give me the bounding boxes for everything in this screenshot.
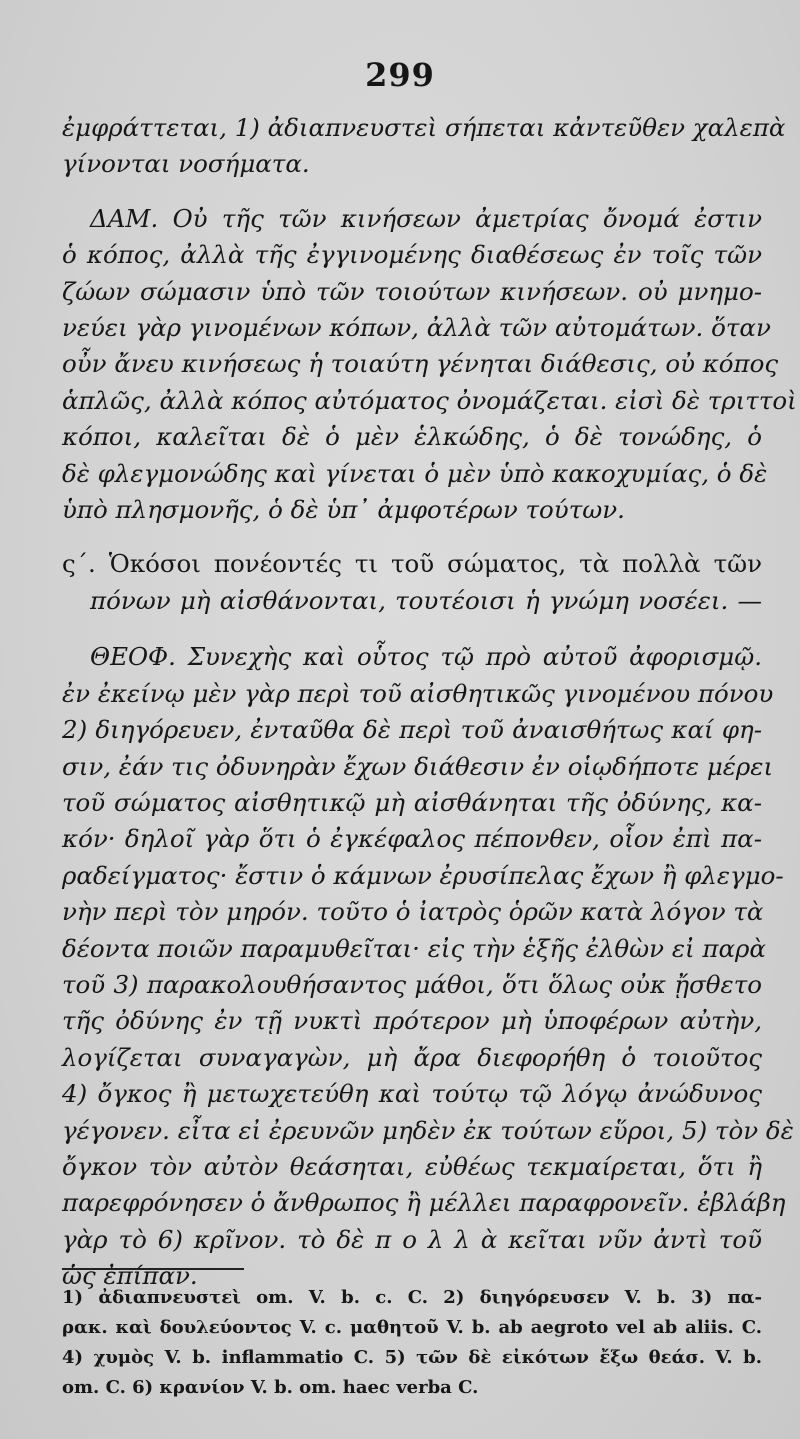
text-line: οὖν ἄνευ κινήσεως ἡ τοιαύτη γένηται διάθεσις, οὐ κόπος xyxy=(62,349,779,379)
text-line: ὁ κόπος, ἀλλὰ τῆς ἐγγινομένης διαθέσεως ἐν τοῖς τῶν xyxy=(62,240,762,270)
text-line: παρεφρόνησεν ὁ ἄνθρωπος ἢ μέλλει παραφρονεῖν. ἐβλάβη xyxy=(62,1188,786,1218)
text-line: ὄγκον τὸν αὐτὸν θεάσηται, εὐθέως τεκμαίρεται, ὅτι ἢ xyxy=(62,1151,762,1181)
aphorism-line: πόνων μὴ αἰσθάνονται, τουτέοισι ἡ γνώμη νοσέει. — xyxy=(90,585,762,615)
footnote-line: om. C. 6) κρανίον V. b. om. haec verba C. xyxy=(62,1377,479,1398)
text-line: νεύει γὰρ γινομένων κόπων, ἀλλὰ τῶν αὐτομάτων. ὅταν xyxy=(62,313,771,343)
page-number: 299 xyxy=(365,56,435,94)
text-line: δὲ φλεγμονώδης καὶ γίνεται ὁ μὲν ὑπὸ κακοχυμίας, ὁ δὲ xyxy=(62,458,768,488)
footnote-divider xyxy=(62,1268,244,1270)
footnote-line: ρακ. καὶ δουλεύοντος V. c. μαθητοῦ V. b. ab aegroto vel ab aliis. C. xyxy=(62,1317,762,1338)
text-line: τοῦ σώματος αἰσθητικῷ μὴ αἰσθάνηται τῆς ὀδύνης, κα- xyxy=(62,787,762,817)
aphorism-line: ς΄. Ὁκόσοι πονέοντές τι τοῦ σώματος, τὰ πολλὰ τῶν xyxy=(62,549,762,579)
text-line: 2) διηγόρευεν, ἐνταῦθα δὲ περὶ τοῦ ἀναισθήτως καί φη- xyxy=(62,715,762,745)
text-line: λογίζεται συναγαγὼν, μὴ ἄρα διεφορήθη ὁ τοιοῦτος xyxy=(62,1042,762,1072)
aphorism xyxy=(62,546,762,619)
paragraph-3 xyxy=(62,639,794,1294)
main-text xyxy=(62,110,797,1295)
text-line: ζώων σώμασιν ὑπὸ τῶν τοιούτων κινήσεων. οὐ μνημο- xyxy=(62,276,762,306)
text-line: κόν· δηλοῖ γὰρ ὅτι ὁ ἐγκέφαλος πέπονθεν, οἷον ἐπὶ πα- xyxy=(62,824,762,854)
text-line: ραδείγματος· ἔστιν ὁ κάμνων ἐρυσίπελας ἔχων ἢ φλεγμο- xyxy=(62,860,784,890)
text-line: ὡς ἐπίπαν. xyxy=(62,1261,198,1291)
text-line: γέγονεν. εἶτα εἰ ἐρευνῶν μηδὲν ἐκ τούτων εὕροι, 5) τὸν δὲ xyxy=(62,1115,794,1145)
text-line: ἁπλῶς, ἀλλὰ κόπος αὐτόματος ὀνομάζεται. εἰσὶ δὲ τριττοὶ xyxy=(62,385,797,415)
text-line: δέοντα ποιῶν παραμυθεῖται· εἰς τὴν ἑξῆς ἐλθὼν εἰ παρὰ xyxy=(62,933,766,963)
paragraph-1 xyxy=(62,110,786,183)
text-line: ἐμφράττεται, 1) ἀδιαπνευστεὶ σήπεται κἀντεῦθεν χαλεπὰ xyxy=(62,113,786,142)
text-line: 4) ὄγκος ἢ μετωχετεύθη καὶ τούτῳ τῷ λόγῳ ἀνώδυνος xyxy=(62,1079,762,1109)
text-line: γίνονται νοσήματα. xyxy=(62,149,310,179)
text-line: σιν, ἐάν τις ὀδυνηρὰν ἔχων διάθεσιν ἐν οἱῳδήποτε μέρει xyxy=(62,751,774,781)
text-line: ΘΕΟΦ. Συνεχὴς καὶ οὗτος τῷ πρὸ αὐτοῦ ἀφορισμῷ. xyxy=(90,642,762,672)
footnote-line: 4) χυμὸς V. b. inflammatio C. 5) τῶν δὲ εἰκότων ἔξω θεάσ. V. b. xyxy=(62,1347,762,1368)
text-line: κόποι, καλεῖται δὲ ὁ μὲν ἑλκώδης, ὁ δὲ τονώδης, ὁ xyxy=(62,422,762,452)
paragraph-2 xyxy=(62,201,797,529)
footnote-line: 1) ἀδιαπνευστεὶ om. V. b. c. C. 2) διηγόρευσεν V. b. 3) πα- xyxy=(62,1287,762,1308)
text-line: ΔΑΜ. Οὐ τῆς τῶν κινήσεων ἀμετρίας ὄνομά ἐστιν xyxy=(90,203,762,233)
text-line: τοῦ 3) παρακολουθήσαντος μάθοι, ὅτι ὅλως οὐκ ᾔσθετο xyxy=(62,969,762,999)
text-line: ὑπὸ πλησμονῆς, ὁ δὲ ὑπ᾿ ἀμφοτέρων τούτων. xyxy=(62,495,625,525)
text-line: τῆς ὀδύνης ἐν τῇ νυκτὶ πρότερον μὴ ὑποφέρων αὐτὴν, xyxy=(62,1006,762,1036)
text-line: γὰρ τὸ 6) κρῖνον. τὸ δὲ π ο λ λ ὰ κεῖται νῦν ἀντὶ τοῦ xyxy=(62,1224,762,1254)
text-line: ἐν ἐκείνῳ μὲν γὰρ περὶ τοῦ αἰσθητικῶς γινομένου πόνου xyxy=(62,678,774,708)
footnotes xyxy=(62,1283,762,1403)
text-line: νὴν περὶ τὸν μηρόν. τοῦτο ὁ ἰατρὸς ὁρῶν κατὰ λόγον τὰ xyxy=(62,897,764,927)
